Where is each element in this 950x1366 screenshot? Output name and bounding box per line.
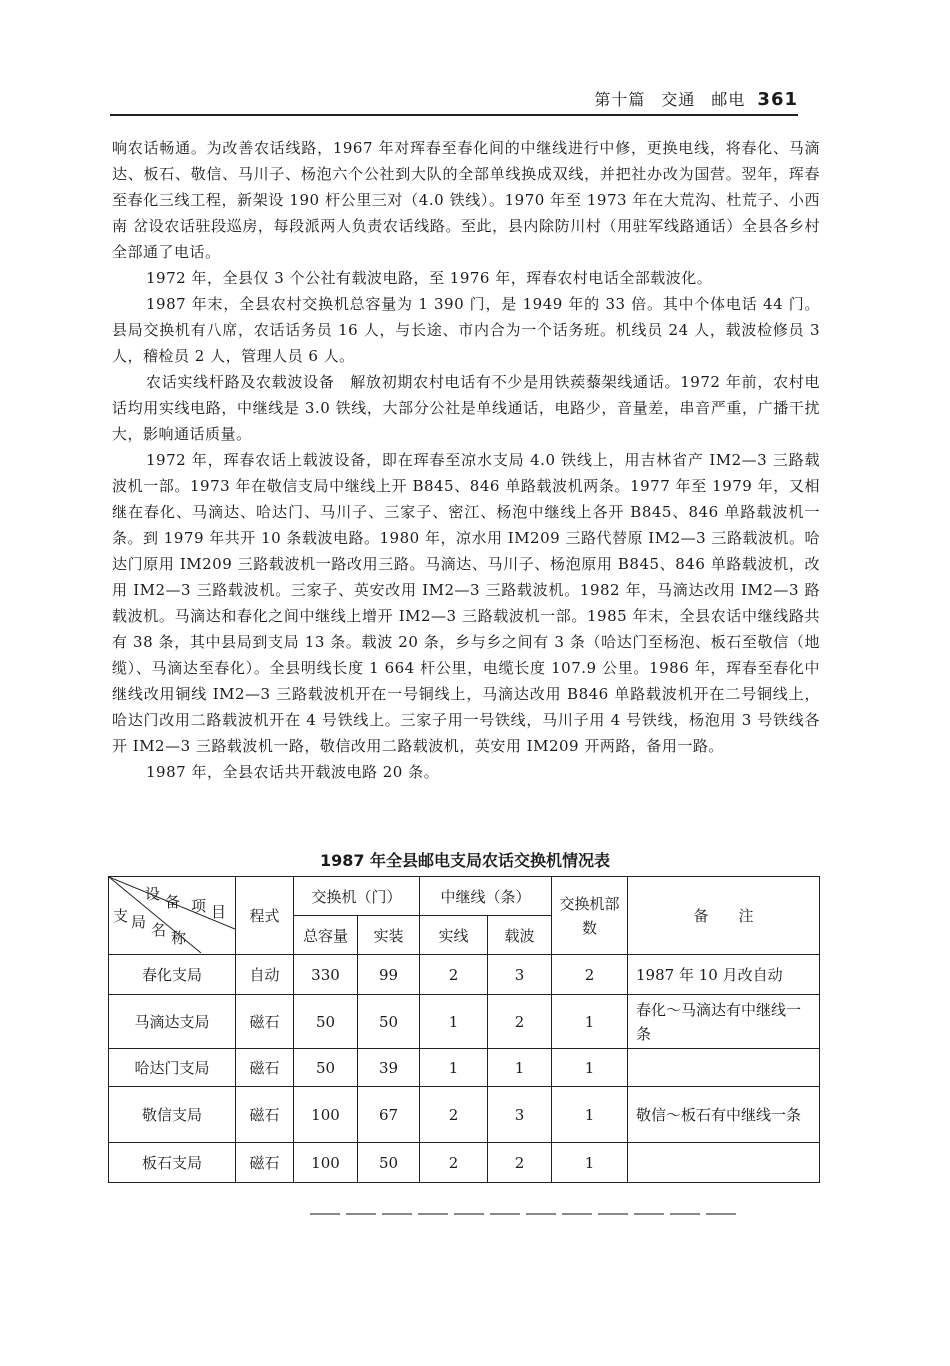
cell-carrier: 2 xyxy=(488,1143,552,1183)
cell-installed: 99 xyxy=(358,955,420,995)
corner-text: 名 xyxy=(151,921,167,939)
header-chapter: 交通 xyxy=(661,90,696,109)
header-installed: 实装 xyxy=(358,916,420,955)
cell-units: 1 xyxy=(552,1143,628,1183)
header-section: 邮电 xyxy=(711,90,746,109)
cell-installed: 50 xyxy=(358,1143,420,1183)
corner-text: 局 xyxy=(131,913,147,931)
cell-mode: 磁石 xyxy=(236,1087,294,1143)
header-notes: 备 注 xyxy=(628,877,820,955)
paragraph: 1987 年末，全县农村交换机总容量为 1 390 门，是 1949 年的 33 倍。其中个体电话 44 门。县局交换机有八席，农话话务员 16 人，与长途、市内合为一个话务班。机线员 24 人，载波检修员 3 人，稽检员 2 人，管理人员 6 人。 xyxy=(112,295,820,365)
header-switch: 交换机（门） xyxy=(294,877,420,916)
corner-text: 称 xyxy=(171,929,187,947)
header-trunk: 中继线（条） xyxy=(420,877,552,916)
cell-units: 1 xyxy=(552,1049,628,1087)
corner-text: 项 xyxy=(191,897,207,915)
exchange-table xyxy=(108,876,820,1183)
table-row xyxy=(109,955,820,995)
cell-units: 2 xyxy=(552,955,628,995)
cell-name: 敬信支局 xyxy=(109,1087,236,1143)
body-text xyxy=(112,135,820,785)
cell-note xyxy=(628,1049,820,1087)
corner-header xyxy=(109,877,236,955)
cell-solid: 1 xyxy=(420,995,488,1049)
cell-name: 春化支局 xyxy=(109,955,236,995)
cell-capacity: 50 xyxy=(294,1049,358,1087)
cell-note xyxy=(628,1143,820,1183)
cell-carrier: 1 xyxy=(488,1049,552,1087)
page-header xyxy=(110,88,798,116)
table-row xyxy=(109,1049,820,1087)
header-mode: 程式 xyxy=(236,877,294,955)
cell-units: 1 xyxy=(552,995,628,1049)
cell-capacity: 100 xyxy=(294,1087,358,1143)
corner-text: 设 xyxy=(145,885,161,903)
cell-installed: 39 xyxy=(358,1049,420,1087)
paragraph: 农话实线杆路及农载波设备 解放初期农村电话有不少是用铁蒺藜架线通话。1972 年前，农村电话均用实线电路，中继线是 3.0 铁线，大部分公社是单线通话，电路少，音量差，串音严重，广播干扰大，影响通话质量。 xyxy=(112,373,820,443)
header-solid: 实线 xyxy=(420,916,488,955)
cell-name: 哈达门支局 xyxy=(109,1049,236,1087)
cell-units: 1 xyxy=(552,1087,628,1143)
cell-capacity: 330 xyxy=(294,955,358,995)
paragraph: 1972 年，全县仅 3 个公社有载波电路，至 1976 年，珲春农村电话全部载波化。 xyxy=(146,269,713,287)
cell-solid: 2 xyxy=(420,1087,488,1143)
header-part: 第十篇 xyxy=(594,90,646,109)
table-title: 1987 年全县邮电支局农话交换机情况表 xyxy=(319,851,611,870)
paragraph: 1987 年，全县农话共开载波电路 20 条。 xyxy=(146,763,440,781)
cell-capacity: 100 xyxy=(294,1143,358,1183)
cell-capacity: 50 xyxy=(294,995,358,1049)
cell-name: 马滴达支局 xyxy=(109,995,236,1049)
cell-carrier: 3 xyxy=(488,955,552,995)
header-capacity: 总容量 xyxy=(294,916,358,955)
header-carrier: 载波 xyxy=(488,916,552,955)
corner-text: 支 xyxy=(113,907,129,925)
table-row xyxy=(109,1143,820,1183)
cell-mode: 自动 xyxy=(236,955,294,995)
page-number: 361 xyxy=(757,89,798,110)
cell-installed: 67 xyxy=(358,1087,420,1143)
cell-solid: 1 xyxy=(420,1049,488,1087)
cell-carrier: 3 xyxy=(488,1087,552,1143)
corner-text: 目 xyxy=(211,903,227,921)
cell-mode: 磁石 xyxy=(236,995,294,1049)
cell-solid: 2 xyxy=(420,955,488,995)
header-units: 交换机部数 xyxy=(552,877,628,955)
cell-note: 敬信～板石有中继线一条 xyxy=(628,1087,820,1143)
table-row xyxy=(109,1087,820,1143)
cell-note: 春化～马滴达有中继线一条 xyxy=(628,995,820,1049)
cell-carrier: 2 xyxy=(488,995,552,1049)
table-row xyxy=(109,995,820,1049)
footer-rule xyxy=(310,1213,740,1215)
cell-mode: 磁石 xyxy=(236,1143,294,1183)
cell-note: 1987 年 10 月改自动 xyxy=(628,955,820,995)
corner-text: 备 xyxy=(165,893,181,911)
cell-mode: 磁石 xyxy=(236,1049,294,1087)
cell-name: 板石支局 xyxy=(109,1143,236,1183)
paragraph: 1972 年，珲春农话上载波设备，即在珲春至凉水支局 4.0 铁线上，用吉林省产 IM2—3 三路载波机一部。1973 年在敬信支局中继线上开 B845、846 单路载波机两条。1977 年至 1979 年，又相继在春化、马滴达、哈达门、马川子、三家子、密江、杨泡中继线上各开 B845、846 单路载波机一条。到 1979 年共开 10 条载波电路。1980 年，凉水用 IM209 三路代替原 IM2—3 三路载波机。哈达门原用 IM209 三路载波机一路改用三路。马滴达、马川子、杨泡原用 B845、846 单路载波机，改用 IM2—3 三路载波机。三家子、英安改用 IM2—3 三路载波机。1982 年，马滴达改用 IM2—3 路载波机。马滴达和春化之间中继线上增开 IM2—3 三路载波机一部。1985 年末，全县农话中继线路共有 38 条，其中县局到支局 13 条。载波 20 条，乡与乡之间有 3 条（哈达门至杨泡、板石至敬信（地缆）、马滴达至春化）。全县明线长度 1 664 杆公里，电缆长度 107.9 公里。1986 年，珲春至春化中继线改用铜线 IM2—3 三路载波机开在一号铜线上，马滴达改用 B846 单路载波机开在二号铜线上，哈达门改用二路载波机开在 4 号铁线上。三家子用一号铁线，马川子用 4 号铁线，杨泡用 3 号铁线各开 IM2—3 三路载波机一路，敬信改用二路载波机，英安用 IM209 开两路，备用一路。 xyxy=(112,451,820,755)
paragraph: 响农话畅通。为改善农话线路，1967 年对珲春至春化间的中继线进行中修，更换电线，将春化、马滴达、板石、敬信、马川子、杨泡六个公社到大队的全部单线换成双线，并把社办改为国营。翌年，珲春至春化三线工程，新架设 190 杆公里三对（4.0 铁线）。1970 年至 1973 年在大荒沟、杜荒子、小西南 岔设农话驻段巡房，每段派两人负责农话线路。至此，县内除防川村（用驻军线路通话）全县各乡村全部通了电话。 xyxy=(112,139,820,261)
cell-installed: 50 xyxy=(358,995,420,1049)
cell-solid: 2 xyxy=(420,1143,488,1183)
